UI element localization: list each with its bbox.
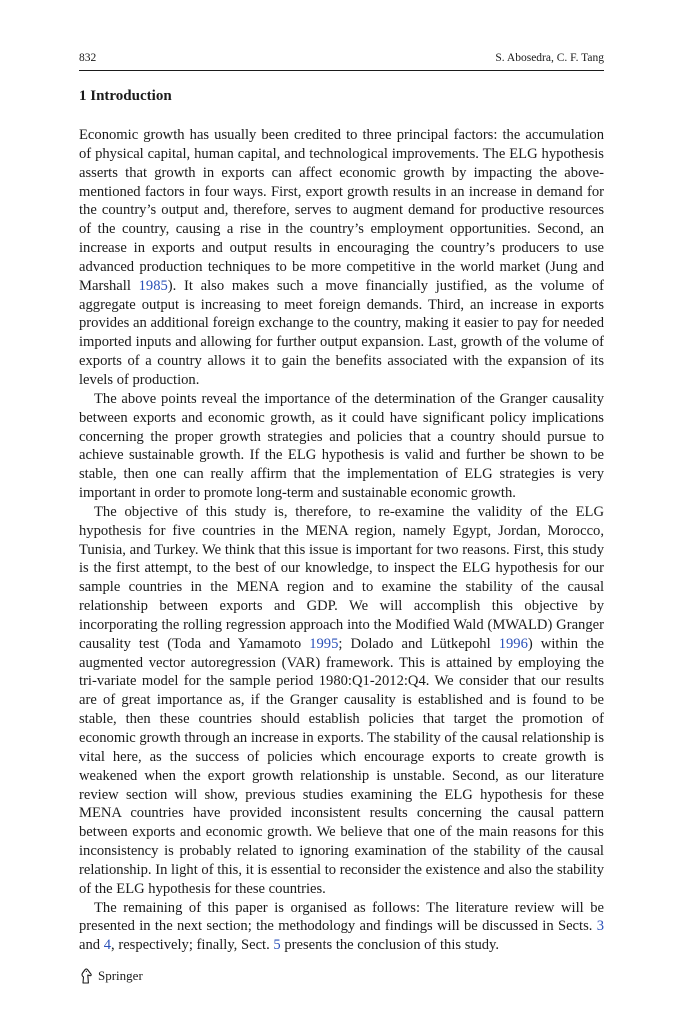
paragraph-1-text-a: Economic growth has usually been credited to three principal factors: the accumulation of physical capital, human capital, and technological improvements. The ELG hypothesis asserts that growth in exports can affect economic growth by impacting the above-mentioned factors in four ways. First, export growth results in an increase in demand for the country’s output and, therefore, serves to augment demand for productive resources of the country, causing a rise in the country’s employment opportunities. Second, an increase in exports and output results in encouraging the country’s producers to use advanced production techniques to be more competitive in the world market (Jung and Marshall (79, 127, 604, 294)
paragraph-3 (79, 503, 604, 899)
citation-link-1985[interactable]: 1985 (138, 277, 168, 294)
citation-link-1995[interactable]: 1995 (309, 635, 339, 652)
publisher-logo (79, 968, 143, 984)
publisher-name: Springer (98, 968, 143, 983)
springer-horse-icon (79, 968, 93, 984)
paragraph-1-text-b: ). It also makes such a move financially justified, as the volume of aggregate output is increasing to meet foreign demands. Third, an increase in exports provides an additional foreign exchange to the country, making it easier to pay for needed imported inputs and allowing for further output expansion. Last, growth of the volume of exports of a country allows it to gain the benefits associated with the expansion of its levels of production. (79, 277, 604, 388)
section-link-5[interactable]: 5 (273, 937, 281, 954)
paragraph-3-text-b: ; Dolado and Lütkepohl (338, 635, 499, 652)
paragraph-1 (79, 126, 604, 390)
section-link-3[interactable]: 3 (596, 918, 604, 935)
paragraph-4-text-c: , respectively; finally, Sect. (111, 937, 274, 954)
paragraph-4-text-d: presents the conclusion of this study. (280, 937, 500, 954)
section-title: 1 Introduction (79, 88, 172, 104)
header-rule (79, 70, 604, 71)
paragraph-2: The above points reveal the importance of the determination of the Granger causality between exports and economic growth, as it could have significant policy implications concerning the proper growth strategies and policies that a country should pursue to achieve sustainable growth. If the ELG hypothesis is valid and further be shown to be stable, then one can really affirm that the implementation of ELG strategies is very important in order to promote long-term and sustainable economic growth. (79, 390, 604, 502)
section-link-4[interactable]: 4 (103, 937, 112, 954)
paragraph-4 (79, 899, 604, 956)
page-header (79, 52, 604, 64)
paragraph-3-text-c: ) within the augmented vector autoregression (VAR) framework. This is attained by employing the tri-variate model for the sample period 1980:Q1-2012:Q4. We consider that our results are of great importance as, if the Granger causality is established and is found to be stable, then these countries should establish policies that target the promotion of economic growth through an increase in exports. The stability of the causal relationship is vital here, as the success of policies which encourage exports to create growth is weakened when the export growth relationship is unstable. Second, as our literature review section will show, previous studies examining the ELG hypothesis for these MENA countries have provided inconsistent results concerning the causal pattern between exports and economic growth. We believe that one of the main reasons for this inconsistency is probably related to ignoring examination of the stability of the causal relationship. In light of this, it is essential to reconsider the existence and also the stability of the ELG hypothesis for these countries. (79, 635, 604, 897)
paragraph-3-text-a: The objective of this study is, therefore, to re-examine the validity of the ELG hypothesis for five countries in the MENA region, namely Egypt, Jordan, Morocco, Tunisia, and Turkey. We think that this issue is important for two reasons. First, this study is the first attempt, to the best of our knowledge, to inspect the ELG hypothesis for our sample countries in the MENA region and to examine the stability of the causal relationship between exports and GDP. We will accomplish this objective by incorporating the rolling regression approach into the Modified Wald (MWALD) Granger causality test (Toda and Yamamoto (79, 503, 604, 652)
paragraph-4-text-a: The remaining of this paper is organised as follows: The literature review will be presented in the next section; the methodology and findings will be discussed in Sects. (79, 899, 604, 935)
running-head-authors: S. Abosedra, C. F. Tang (495, 52, 604, 64)
page-number: 832 (79, 52, 97, 64)
citation-link-1996[interactable]: 1996 (498, 635, 528, 652)
paragraph-4-text-b: and (79, 937, 104, 954)
body-text (79, 126, 604, 955)
